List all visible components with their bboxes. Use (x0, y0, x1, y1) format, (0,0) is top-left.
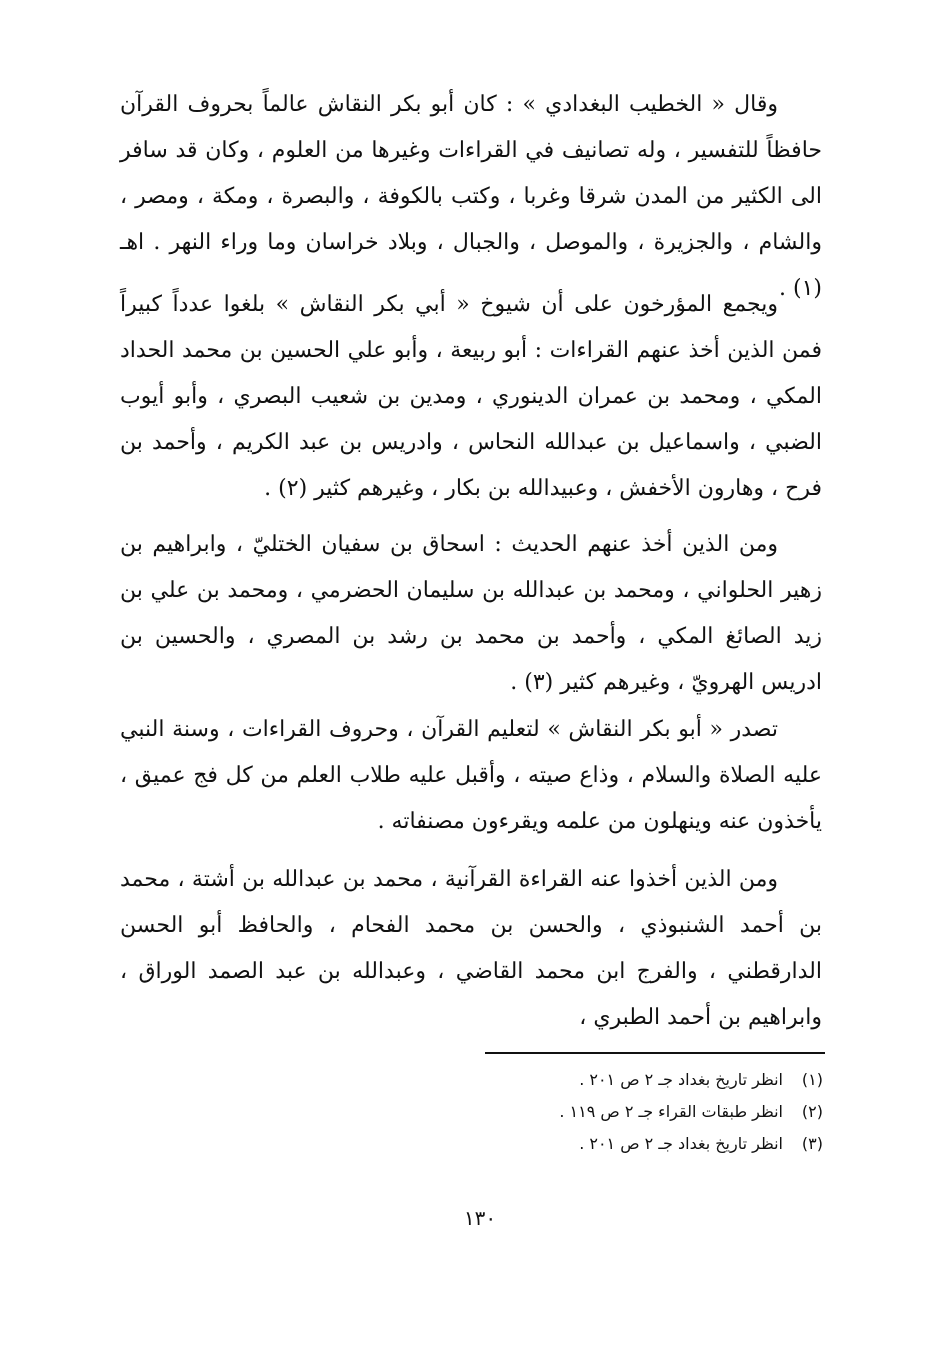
footnote-number: (١) (801, 1070, 823, 1089)
body-paragraph-2 (120, 282, 822, 512)
page-number: ١٣٠ (463, 1206, 497, 1230)
body-paragraph-5 (120, 857, 822, 1041)
footnote-separator (485, 1052, 825, 1054)
footnote-number: (٢) (801, 1102, 823, 1121)
body-paragraph-3 (120, 522, 822, 706)
footnote-text: انظر تاريخ بغداد جـ ٢ ص ٢٠١ . (579, 1070, 783, 1089)
footnote-text: انظر طبقات القراء جـ ٢ ص ١١٩ . (559, 1102, 783, 1121)
paragraph-text: تصدر « أبو بكر النقاش » لتعليم القرآن ، وحروف القراءات ، وسنة النبي عليه الصلاة والسلام ، وذاع صيته ، وأقبل عليه طلاب العلم من كل فج عميق ، يأخذون عنه وينهلون من علمه ويقرءون مصنفاته . (120, 717, 822, 834)
paragraph-text: ومن الذين أخذوا عنه القراءة القرآنية ، محمد بن عبدالله بن أشتة ، محمد بن أحمد الشنبوذي ، والحسن بن محمد الفحام ، والحافظ أبو الحسن الدارقطني ، والفرج ابن محمد القاضي ، وعبدالله بن عبد الصمد الوراق ، وابراهيم بن أحمد الطبري ، (120, 867, 822, 1030)
footnote-1 (420, 1064, 823, 1096)
paragraph-text: ويجمع المؤرخون على أن شيوخ « أبي بكر النقاش » بلغوا عدداً كبيراً فمن الذين أخذ عنهم القراءات : أبو ربيعة ، وأبو علي الحسين بن محمد الحداد المكي ، ومحمد بن عمران الدينوري ، ومدين بن شعيب البصري ، وأبو أيوب الضبي ، واسماعيل بن عبدالله النحاس ، وادريس بن عبد الكريم ، وأحمد بن فرح ، وهارون الأخفش ، وعبيدالله بن بكار ، وغيرهم كثير (٢) . (120, 292, 822, 501)
footnote-2 (420, 1096, 823, 1128)
footnote-number: (٣) (801, 1134, 823, 1153)
body-paragraph-4 (120, 707, 822, 845)
footnote-3 (420, 1128, 823, 1160)
paragraph-text: ومن الذين أخذ عنهم الحديث : اسحاق بن سفيان الختليّ ، وابراهيم بن زهير الحلواني ، ومحمد بن عبدالله بن سليمان الحضرمي ، ومحمد بن علي بن زيد الصائغ المكي ، وأحمد بن محمد بن رشد بن المصري ، والحسين بن ادريس الهرويّ ، وغيرهم كثير (٣) . (120, 532, 822, 695)
footnote-text: انظر تاريخ بغداد جـ ٢ ص ٢٠١ . (579, 1134, 783, 1153)
footnotes (420, 1064, 823, 1160)
body-paragraph-1 (120, 82, 822, 312)
paragraph-text: وقال « الخطيب البغدادي » : كان أبو بكر النقاش عالماً بحروف القرآن حافظاً للتفسير ، وله تصانيف في القراءات وغيرها من العلوم ، وكان قد سافر الى الكثير من المدن شرقا وغربا ، وكتب بالكوفة ، والبصرة ، ومكة ، ومصر ، والشام ، والجزيرة ، والموصل ، والجبال ، وبلاد خراسان وما وراء النهر . اهـ (١) . (120, 92, 822, 301)
